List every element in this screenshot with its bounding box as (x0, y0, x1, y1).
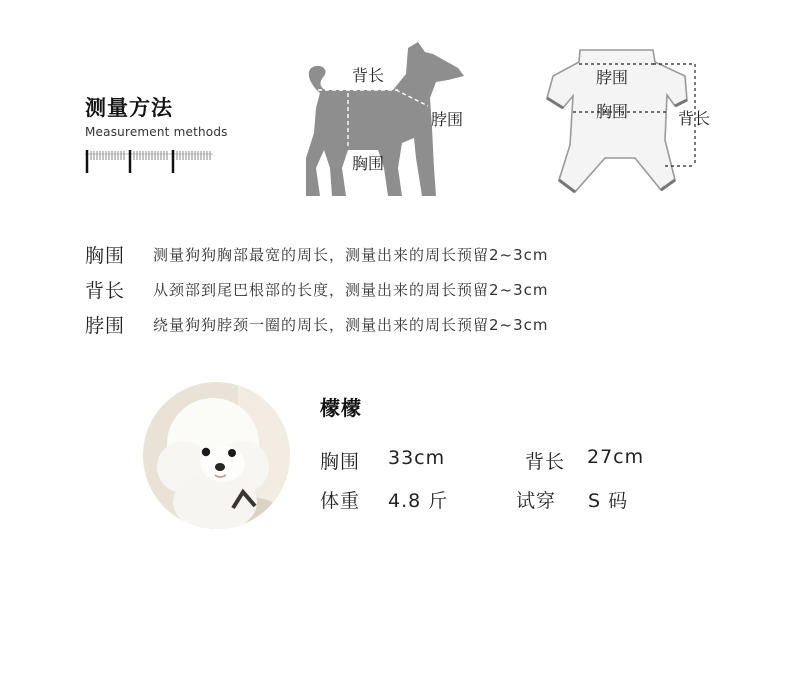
pet-avatar (143, 382, 290, 529)
page-title: 测量方法 (85, 96, 173, 120)
ruler-icon (85, 146, 215, 174)
garment-back-length-label: 背长 (678, 109, 711, 128)
pet-weight-label: 体重 (320, 490, 361, 512)
definition-back-length (85, 276, 549, 302)
pet-fit-value: S 码 (588, 490, 629, 512)
definition-text: 测量狗狗胸部最宽的周长，测量出来的周长预留2~3cm (153, 245, 549, 264)
dog-chest-label: 胸围 (352, 154, 385, 173)
garment-neck-label: 脖围 (596, 68, 629, 87)
dog-neck-label: 脖围 (431, 110, 464, 129)
pet-back-label: 背长 (525, 451, 566, 473)
pet-back-value: 27cm (587, 446, 645, 468)
page-subtitle: Measurement methods (85, 125, 228, 139)
definition-term: 背长 (85, 279, 126, 302)
definition-neck (85, 311, 549, 337)
pet-name: 檬檬 (320, 396, 362, 420)
dog-back-length-label: 背长 (352, 66, 385, 85)
definition-term: 胸围 (85, 244, 126, 267)
pet-fit-label: 试穿 (516, 490, 557, 512)
pet-chest-label: 胸围 (320, 451, 361, 473)
pet-chest-value: 33cm (388, 447, 446, 469)
definition-chest (85, 241, 549, 267)
definition-term: 脖围 (85, 314, 126, 337)
definition-text: 从颈部到尾巴根部的长度，测量出来的周长预留2~3cm (153, 280, 549, 299)
definition-text: 绕量狗狗脖颈一圈的周长，测量出来的周长预留2~3cm (153, 315, 549, 334)
garment-chest-label: 胸围 (596, 102, 629, 121)
pet-weight-value: 4.8 斤 (388, 490, 449, 512)
